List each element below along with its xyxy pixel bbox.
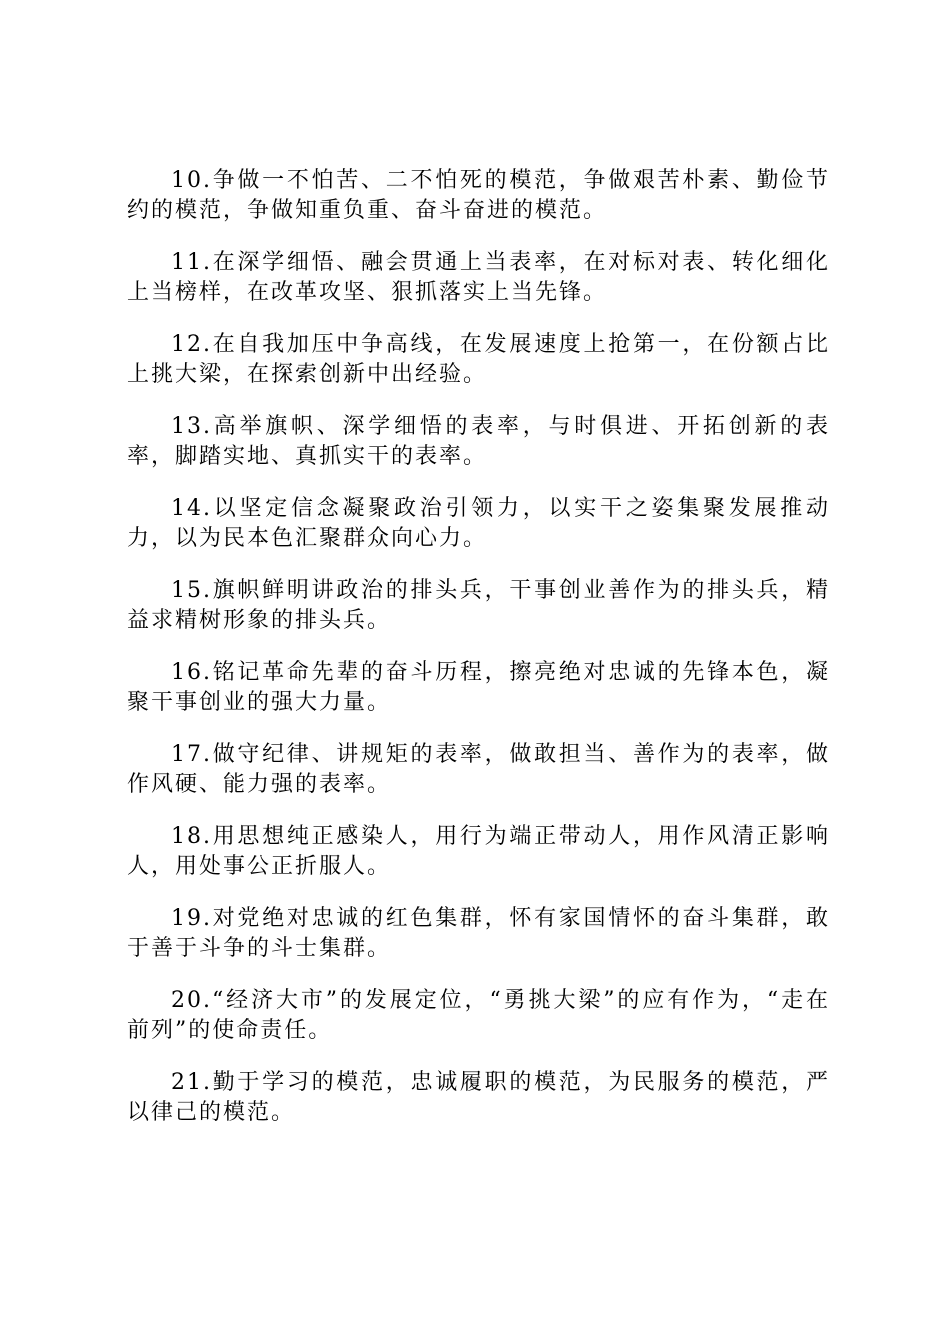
paragraph-18: 18.用思想纯正感染人，用行为端正带动人，用作风清正影响人，用处事公正折服人。 [127, 824, 830, 879]
paragraph-17: 17.做守纪律、讲规矩的表率，做敢担当、善作为的表率，做作风硬、能力强的表率。 [127, 742, 830, 797]
paragraph-21: 21.勤于学习的模范，忠诚履职的模范，为民服务的模范，严以律己的模范。 [127, 1070, 830, 1125]
paragraph-13: 13.高举旗帜、深学细悟的表率，与时俱进、开拓创新的表率，脚踏实地、真抓实干的表率。 [127, 414, 830, 469]
paragraph-19: 19.对党绝对忠诚的红色集群，怀有家国情怀的奋斗集群，敢于善于斗争的斗士集群。 [127, 906, 830, 961]
paragraph-11: 11.在深学细悟、融会贯通上当表率，在对标对表、转化细化上当榜样，在改革攻坚、狠抓落实上当先锋。 [127, 250, 830, 305]
paragraph-15: 15.旗帜鲜明讲政治的排头兵，干事创业善作为的排头兵，精益求精树形象的排头兵。 [127, 578, 830, 633]
document-body [127, 166, 830, 1150]
paragraph-20: 20.“经济大市”的发展定位，“勇挑大梁”的应有作为，“走在前列”的使命责任。 [127, 988, 830, 1043]
paragraph-10: 10.争做一不怕苦、二不怕死的模范，争做艰苦朴素、勤俭节约的模范，争做知重负重、奋斗奋进的模范。 [127, 168, 830, 223]
paragraph-16: 16.铭记革命先辈的奋斗历程，擦亮绝对忠诚的先锋本色，凝聚干事创业的强大力量。 [127, 660, 830, 715]
paragraph-14: 14.以坚定信念凝聚政治引领力，以实干之姿集聚发展推动力，以为民本色汇聚群众向心力。 [127, 496, 830, 551]
paragraph-12: 12.在自我加压中争高线，在发展速度上抢第一，在份额占比上挑大梁，在探索创新中出经验。 [127, 332, 830, 387]
